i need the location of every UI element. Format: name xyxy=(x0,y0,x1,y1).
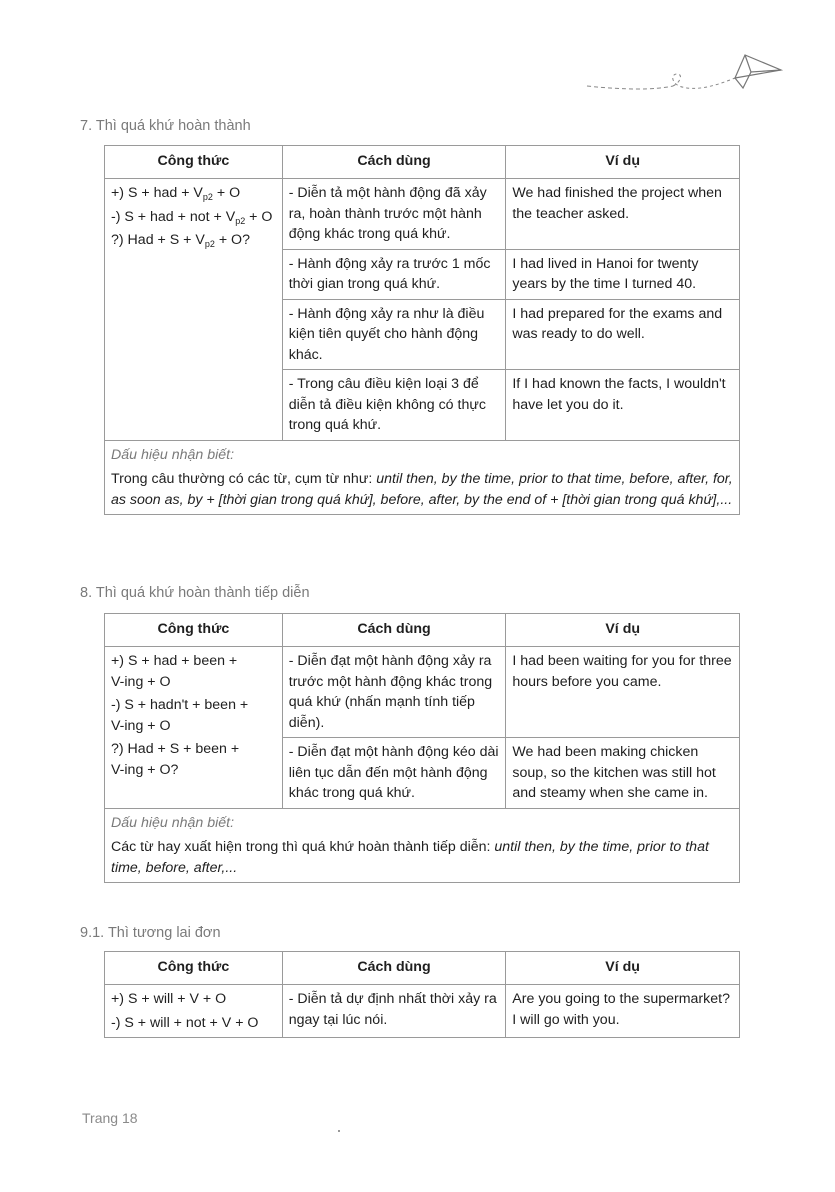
usage-cell: - Hành động xảy ra như là điều kiện tiên quyết cho hành động khác. xyxy=(282,299,506,370)
header-usage: Cách dùng xyxy=(282,614,506,647)
header-formula: Công thức xyxy=(105,146,283,179)
header-usage: Cách dùng xyxy=(282,952,506,985)
formula-negative: -) S + hadn't + been + V-ing + O xyxy=(111,697,249,734)
usage-cell: - Diễn đạt một hành động kéo dài liên tục dẫn đến một hành động khác trong quá khứ. xyxy=(282,738,506,809)
example-cell: We had been making chicken soup, so the kitchen was still hot and steamy when she came in. xyxy=(506,738,740,809)
table-row xyxy=(105,647,740,738)
example-cell: Are you going to the supermarket? I will go with you. xyxy=(506,985,740,1038)
formula-negative: -) S + will + not + V + O xyxy=(111,1014,259,1031)
signs-cell xyxy=(105,808,740,883)
signs-row xyxy=(105,440,740,515)
formula-negative: -) S + had + not + $V_{p2} + O$ xyxy=(111,208,273,226)
section-title-past-perfect: 7. Thì quá khứ hoàn thành xyxy=(80,118,251,134)
section-title-past-perfect-continuous: 8. Thì quá khứ hoàn thành tiếp diễn xyxy=(80,585,310,601)
signs-body: Trong câu thường có các từ, cụm từ như: until then, by the time, prior to that time, before, after, for, as soon as, by + [thời gian trong quá khứ], before, after, by the end of + [thời gian trong quá khứ],... xyxy=(111,471,733,508)
example-cell: I had been waiting for you for three hours before you came. xyxy=(506,647,740,738)
header-example: Ví dụ xyxy=(506,146,740,179)
usage-cell: - Hành động xảy ra trước 1 mốc thời gian trong quá khứ. xyxy=(282,249,506,299)
usage-cell: - Diễn tả dự định nhất thời xảy ra ngay tại lúc nói. xyxy=(282,985,506,1038)
table-header-row xyxy=(105,952,740,985)
formula-cell xyxy=(105,985,283,1038)
past-perfect-continuous-table xyxy=(104,613,740,883)
usage-cell: - Diễn tả một hành động đã xảy ra, hoàn thành trước một hành động khác trong quá khứ. xyxy=(282,179,506,250)
formula-affirmative: +) S + will + V + O xyxy=(111,991,227,1007)
simple-future-table xyxy=(104,951,740,1038)
header-example: Ví dụ xyxy=(506,614,740,647)
formula-affirmative: +) S + had + $V_{p2} + O$ xyxy=(111,185,241,202)
page-number: Trang 18 xyxy=(82,1110,138,1126)
table-header-row xyxy=(105,146,740,179)
usage-cell: - Trong câu điều kiện loại 3 để diễn tả điều kiện không có thực trong quá khứ. xyxy=(282,370,506,441)
formula-affirmative: +) S + had + been + V-ing + O xyxy=(111,653,238,690)
section-title-simple-future: 9.1. Thì tương lai đơn xyxy=(80,925,221,941)
paper-plane-icon xyxy=(585,50,785,100)
example-cell: I had prepared for the exams and was ready to do well. xyxy=(506,299,740,370)
formula-question: ?) Had + $S + V_{p2} + O$? xyxy=(111,232,250,249)
table-row xyxy=(105,179,740,250)
formula-question: ?) Had + S + been + V-ing + O? xyxy=(111,741,240,778)
signs-cell xyxy=(105,440,740,515)
header-formula: Công thức xyxy=(105,952,283,985)
example-cell: I had lived in Hanoi for twenty years by the time I turned 40. xyxy=(506,249,740,299)
formula-cell xyxy=(105,647,283,809)
header-formula: Công thức xyxy=(105,614,283,647)
table-row xyxy=(105,985,740,1038)
header-example: Ví dụ xyxy=(506,952,740,985)
header-usage: Cách dùng xyxy=(282,146,506,179)
table-header-row xyxy=(105,614,740,647)
example-cell: If I had known the facts, I wouldn't have let you do it. xyxy=(506,370,740,441)
example-cell: We had finished the project when the teacher asked. xyxy=(506,179,740,250)
signs-body: Các từ hay xuất hiện trong thì quá khứ hoàn thành tiếp diễn: until then, by the time, prior to that time, before, after,... xyxy=(111,839,709,876)
formula-cell xyxy=(105,179,283,441)
signs-title: Dấu hiệu nhận biết: xyxy=(111,814,235,831)
past-perfect-table xyxy=(104,145,740,515)
usage-cell: - Diễn đạt một hành động xảy ra trước một hành động khác trong quá khứ (nhấn mạnh tính tiếp diễn). xyxy=(282,647,506,738)
signs-row xyxy=(105,808,740,883)
signs-title: Dấu hiệu nhận biết: xyxy=(111,446,235,463)
page-speck xyxy=(338,1130,340,1132)
